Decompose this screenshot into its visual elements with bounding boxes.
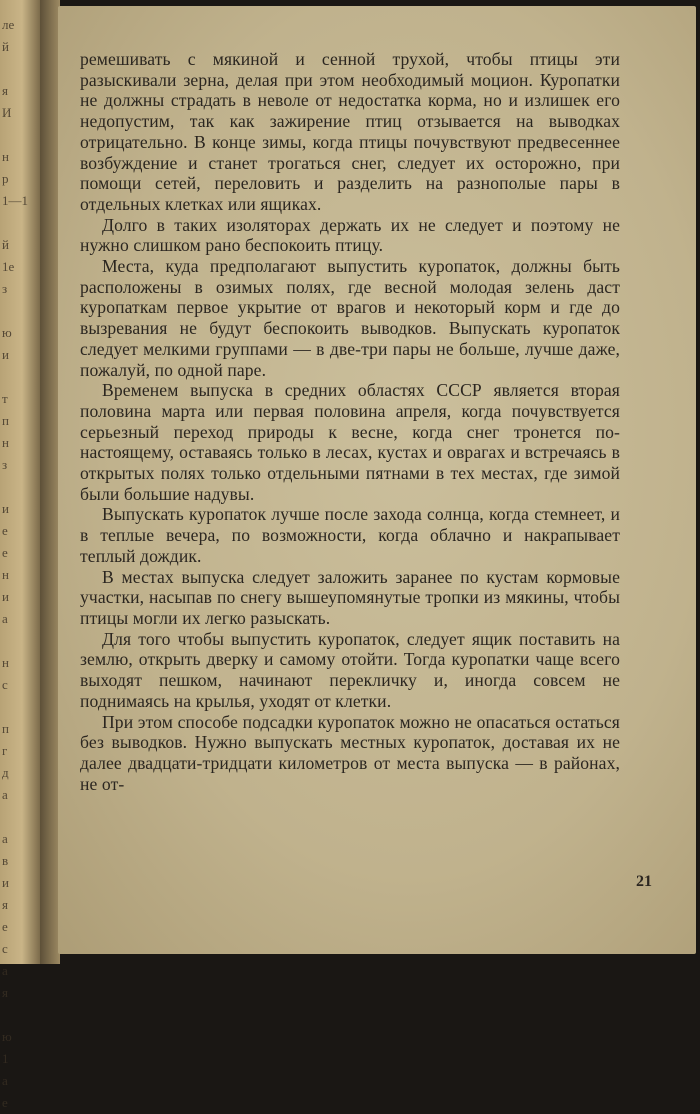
paragraph: Временем выпуска в средних областях СССР является вторая половина марта или первая половина апреля, когда почувствуется серьезный переход природы к весне, когда снег тронется по-настоящему, оставаясь только в лесах, кустах и оврагах и встречаясь в открытых полях только отдельными пятнами в тех местах, где зимой были большие надувы. — [80, 380, 620, 504]
paragraph: Для того чтобы выпустить куропаток, следует ящик поставить на землю, открыть дверку и самому отойти. Тогда куропатки чаще всего выходят пешком, начинают перекличку и, иногда совсем не поднимаясь на крылья, уходят от клетки. — [80, 628, 620, 711]
left-page-edge — [0, 0, 40, 1110]
paragraph: Долго в таких изоляторах держать их не следует и поэтому не нужно слишком рано беспокоить птицу. — [80, 214, 620, 256]
paragraph: Выпускать куропаток лучше после захода солнца, когда стемнеет, и в теплые вечера, по возможности, когда облачно и накрапывает теплый дождик. — [80, 504, 620, 566]
book-page — [58, 6, 696, 954]
paragraph: ремешивать с мякиной и сенной трухой, чтобы птицы эти разыскивали зерна, делая при этом необходимый моцион. Куропатки не должны страдать в неволе от недостатка корма, но и излишек его недопустим, так как зажирение птиц отзывается на выводках отрицательно. В конце зимы, когда птицы почувствуют предвесеннее возбуждение и станет трогаться снег, следует их осторожно, при помощи сетей, переловить и разделить на разнополые пары в отдельных клетках или ящиках. — [80, 49, 620, 214]
left-page-edge-text: ле й я И н р 1—1 й 1е з ю и т п н з и е е н и а н с п г д а а в и я е с а я ю 1 а е — [2, 17, 28, 1110]
page-number: 21 — [636, 873, 652, 890]
book-gutter — [40, 0, 60, 964]
paragraph: В местах выпуска следует заложить заранее по кустам кормовые участки, насыпав по снегу вышеупомянутые тропки из мякины, чтобы птицы могли их легко разыскать. — [80, 566, 620, 628]
paragraph: При этом способе подсадки куропаток можно не опасаться остаться без выводков. Нужно выпускать местных куропаток, доставая их не далее двадцати-тридцати километров от места выпуска — в районах, не от- — [80, 711, 620, 794]
paragraph: Места, куда предполагают выпустить куропаток, должны быть расположены в озимых полях, где весной молодая зелень даст куропаткам первое укрытие от врагов и некоторый корм и где до вызревания не будут беспокоить выводков. Выпускать куропаток следует мелкими группами — в две-три пары не больше, лучше даже, пожалуй, по одной паре. — [80, 256, 620, 380]
page-text — [80, 49, 620, 794]
